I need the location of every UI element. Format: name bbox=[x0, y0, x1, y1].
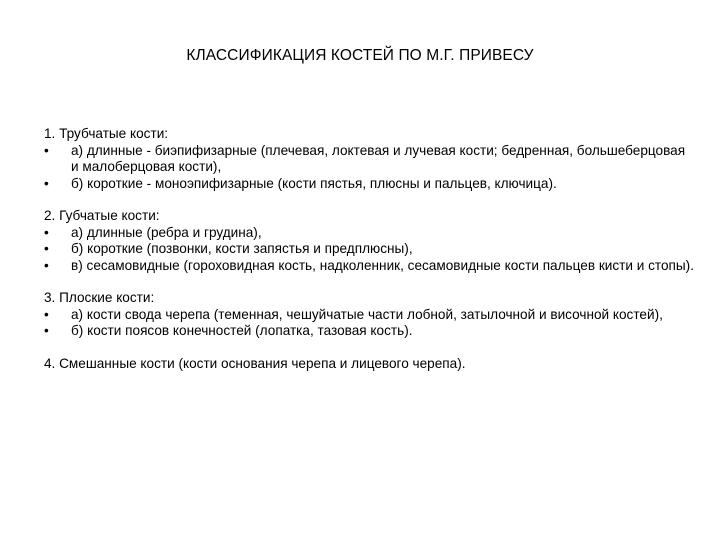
bullet-icon: • bbox=[44, 323, 49, 338]
bullet-icon: • bbox=[44, 142, 49, 158]
list-item-text: б) кости поясов конечностей (лопатка, тазовая кость). bbox=[71, 323, 413, 338]
section-heading: 2. Губчатые кости: bbox=[44, 208, 160, 223]
item-list bbox=[44, 143, 694, 193]
section-tubular-bones bbox=[44, 126, 694, 192]
slide-content bbox=[44, 126, 694, 372]
list-item bbox=[44, 176, 694, 193]
list-item-text: б) короткие - моноэпифизарные (кости пястья, плюсны и пальцев, ключица). bbox=[71, 175, 557, 191]
list-item bbox=[44, 307, 694, 324]
bullet-icon: • bbox=[44, 257, 49, 273]
list-item bbox=[44, 225, 694, 242]
section-heading: 1. Трубчатые кости: bbox=[44, 126, 169, 141]
bullet-icon: • bbox=[44, 306, 49, 322]
list-item-text: в) сесамовидные (гороховидная кость, надколенник, сесамовидные кости пальцев кисти и стопы). bbox=[71, 257, 694, 273]
bullet-icon: • bbox=[44, 241, 49, 256]
bullet-icon: • bbox=[44, 224, 49, 240]
list-item bbox=[44, 143, 694, 176]
list-item bbox=[44, 241, 694, 258]
list-item bbox=[44, 258, 694, 275]
list-item-text: а) кости свода черепа (теменная, чешуйчатые части лобной, затылочной и височной костей), bbox=[71, 306, 663, 322]
slide-title: КЛАССИФИКАЦИЯ КОСТЕЙ ПО М.Г. ПРИВЕСУ bbox=[186, 47, 534, 64]
item-list bbox=[44, 225, 694, 275]
section-heading: 3. Плоские кости: bbox=[44, 290, 155, 305]
list-item-text: а) длинные (ребра и грудина), bbox=[71, 224, 262, 240]
list-item-text: а) длинные - биэпифизарные (плечевая, локтевая и лучевая кости; бедренная, большеберцовая и малоберцовая кости), bbox=[71, 142, 686, 174]
item-list bbox=[44, 307, 694, 340]
section-spongy-bones bbox=[44, 208, 694, 274]
list-item-text: б) короткие (позвонки, кости запястья и предплюсны), bbox=[71, 241, 413, 256]
section-flat-bones bbox=[44, 290, 694, 340]
section-heading: 4. Смешанные кости (кости основания черепа и лицевого черепа). bbox=[44, 355, 466, 371]
list-item bbox=[44, 323, 694, 340]
section-mixed-bones bbox=[44, 356, 694, 373]
bullet-icon: • bbox=[44, 175, 49, 191]
